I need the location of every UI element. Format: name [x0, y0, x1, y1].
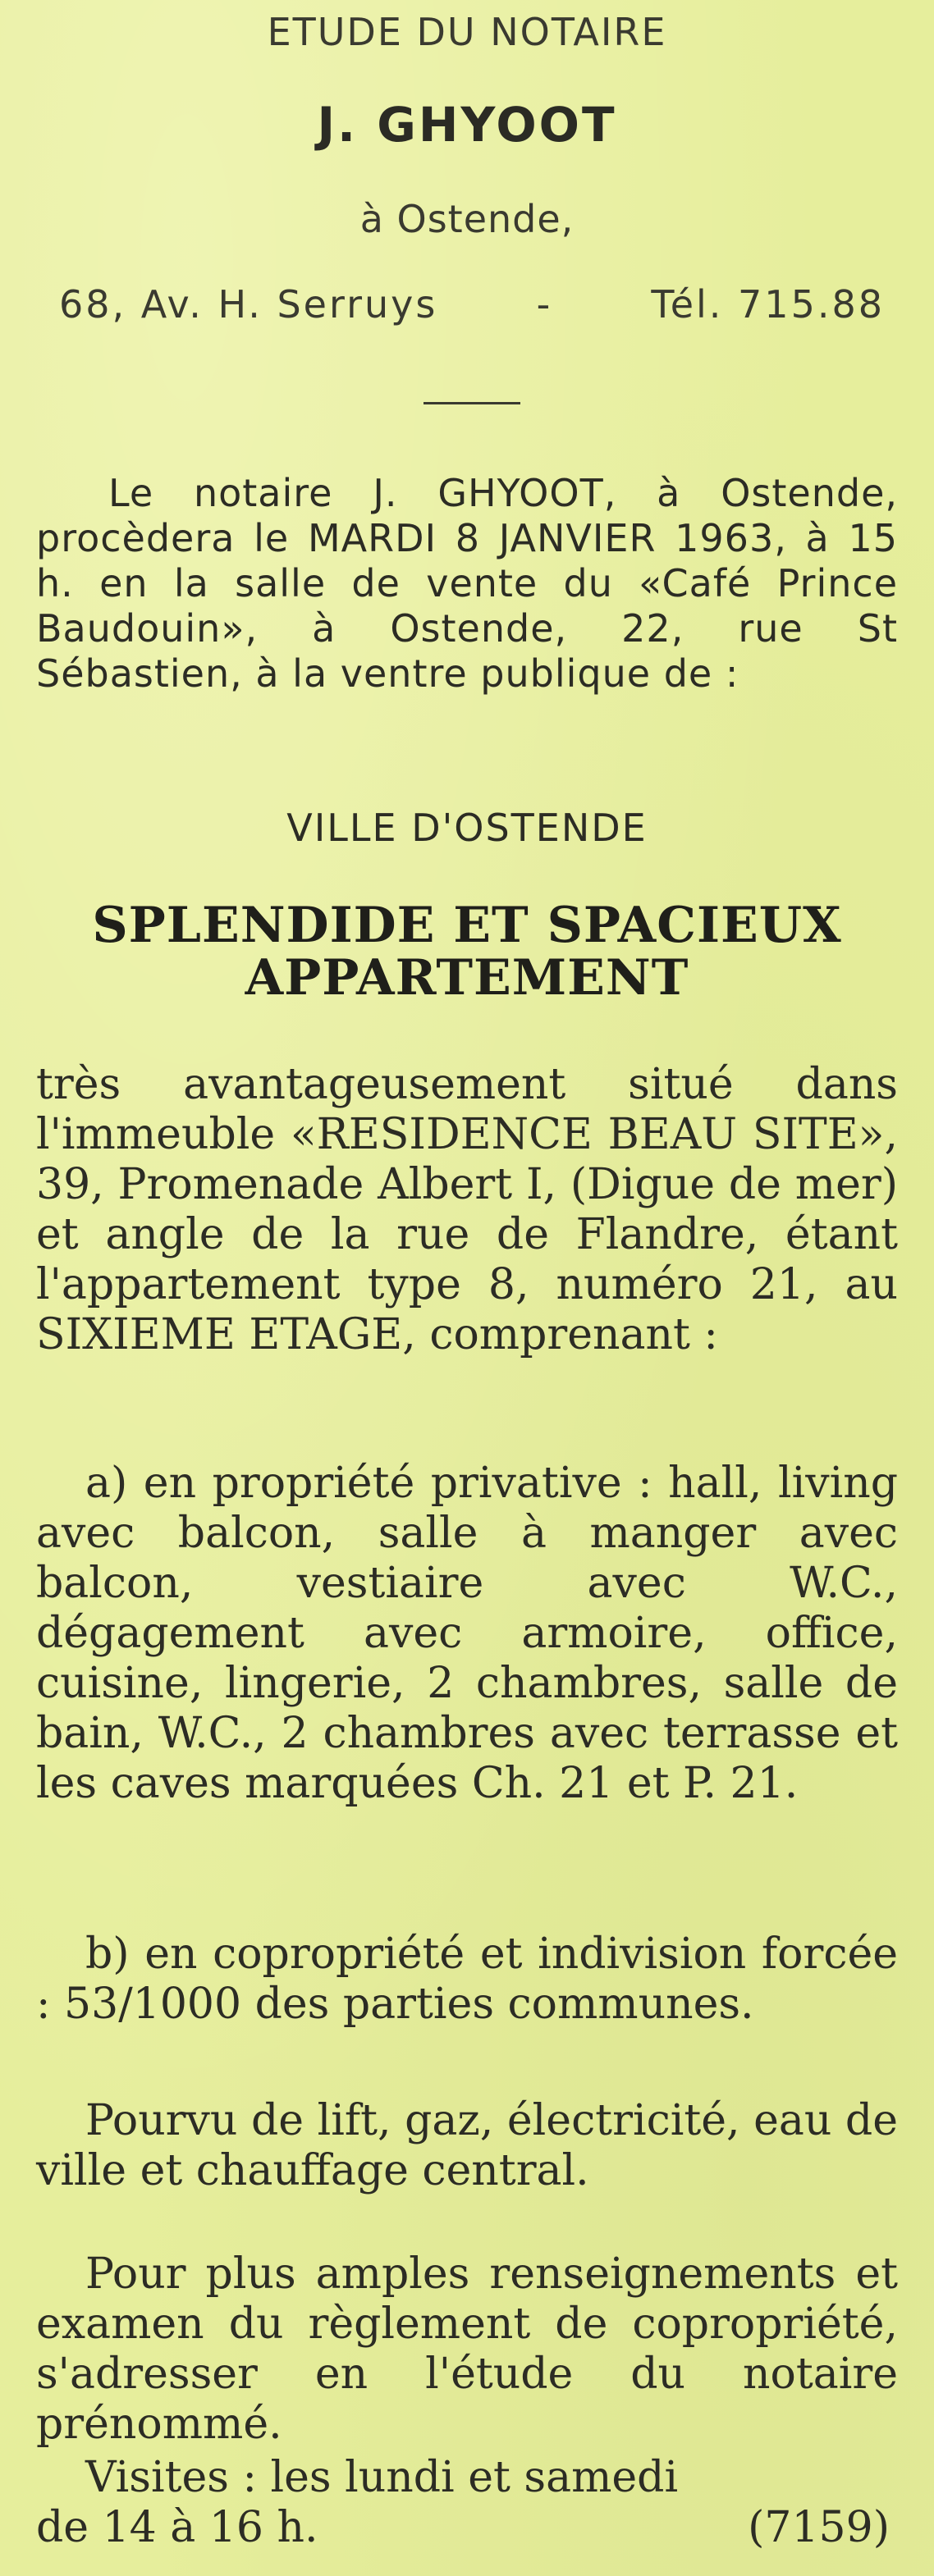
visits-paragraph [36, 2453, 898, 2553]
description-paragraph: très avantageusement situé dans l'immeuble «RESIDENCE BEAU SITE», 39, Promenade Albert I, (Digue de mer) et angle de la rue de Flandre, étant l'appartement type 8, numéro 21, au SIXIEME ETAGE, comprenant : [36, 1060, 898, 1359]
address-telephone: Tél. 715.88 [651, 282, 885, 327]
visits-days: Visites : les lundi et samedi [85, 2453, 679, 2502]
notary-name: J. GHYOOT [317, 97, 617, 153]
location-heading: VILLE D'OSTENDE [286, 806, 648, 850]
notice-reference: (7159) [748, 2503, 890, 2552]
address-street: 68, Av. H. Serruys [59, 282, 438, 327]
visits-hours-row [36, 2503, 898, 2553]
address-separator: - [536, 282, 553, 327]
study-title: ETUDE DU NOTAIRE [267, 10, 667, 54]
item-a-private-property: a) en propriété privative : hall, living avec balcon, salle à manger avec balcon, vestiaire avec W.C., dégagement avec armoire, office, cuisine, lingerie, 2 chambres, salle de bain, W.C., 2 chambres avec terrasse et les caves marquées Ch. 21 et P. 21. [36, 1459, 898, 1808]
property-headline [0, 897, 934, 1007]
notary-address [59, 282, 885, 327]
visits-hours: de 14 à 16 h. [36, 2503, 318, 2552]
information-paragraph: Pour plus amples renseignements et examen du règlement de copropriété, s'adresser en l'étude du notaire prénommé. [36, 2249, 898, 2449]
item-b-common-property: b) en copropriété et indivision forcée : 53/1000 des parties communes. [36, 1930, 898, 2029]
headline-line-2: APPARTEMENT [245, 949, 689, 1007]
amenities-paragraph: Pourvu de lift, gaz, électricité, eau de ville et chauffage central. [36, 2096, 898, 2195]
headline-line-1: SPLENDIDE ET SPACIEUX [92, 897, 842, 954]
intro-paragraph: Le notaire J. GHYOOT, à Ostende, procèdera le MARDI 8 JANVIER 1963, à 15 h. en la salle de vente du «Café Prince Baudouin», à Ostende, 22, rue St Sébastien, à la ventre publique de : [36, 471, 898, 696]
notary-city: à Ostende, [359, 197, 575, 241]
divider-rule [424, 402, 520, 404]
